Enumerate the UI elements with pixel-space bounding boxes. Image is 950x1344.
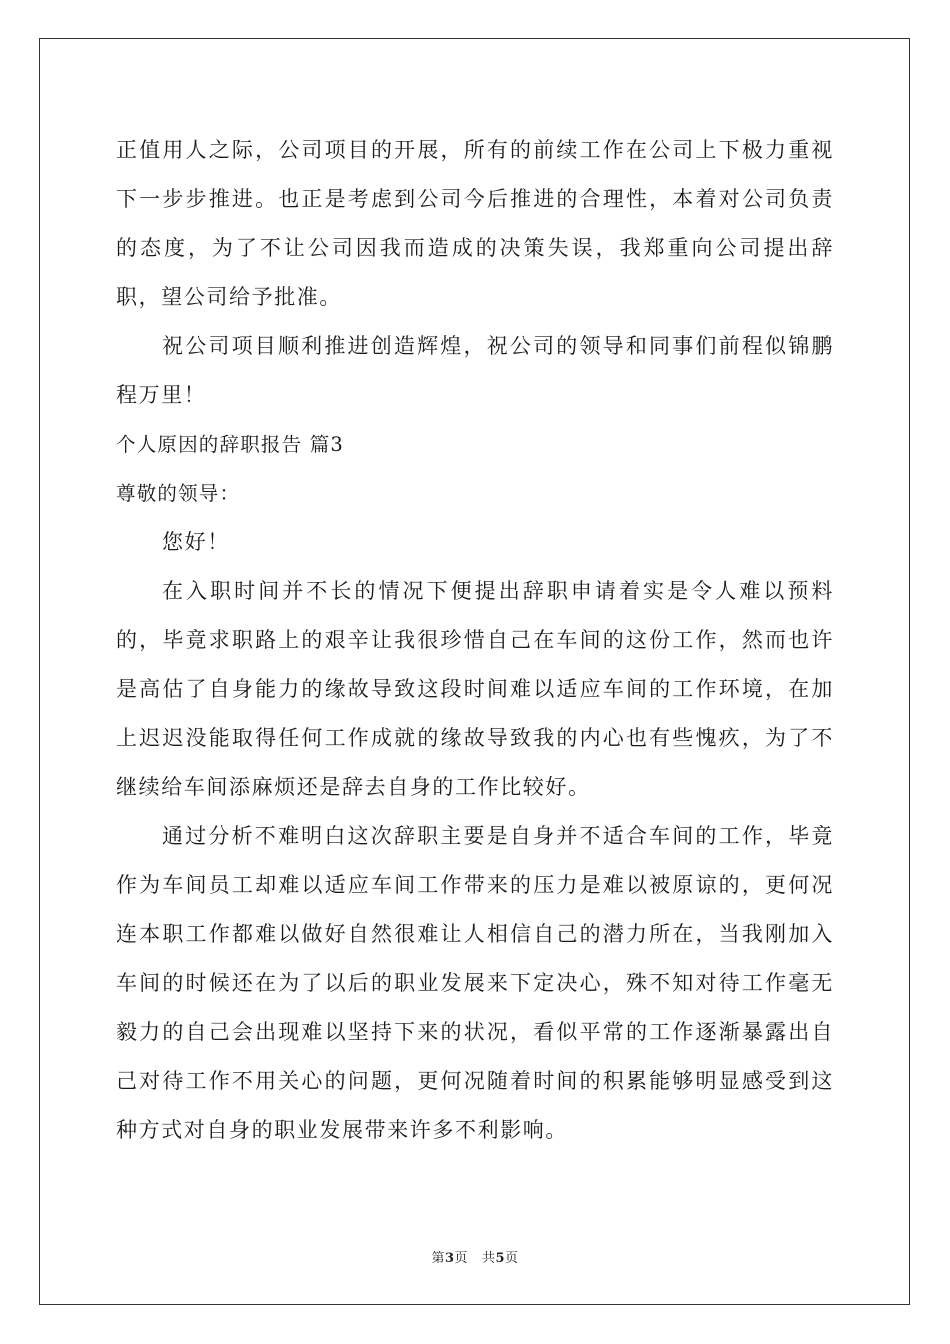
total-prefix: 共 bbox=[481, 1251, 496, 1266]
salutation: 尊敬的领导： bbox=[116, 482, 241, 505]
page-footer bbox=[0, 1247, 950, 1266]
greeting: 您好！ bbox=[162, 530, 230, 554]
page-suffix: 页 bbox=[454, 1251, 469, 1266]
paragraph-continued: 正值用人之际，公司项目的开展，所有的前续工作在公司上下极力重视下一步步推进。也正是考虑到公司今后推进的合理性，本着对公司负责的态度，为了不让公司因我而造成的决策失误，我郑重向公司提出辞职，望公司给予批准。 bbox=[116, 138, 834, 309]
section-heading: 个人原因的辞职报告 篇3 bbox=[116, 433, 345, 456]
paragraph-wishes: 祝公司项目顺利推进创造辉煌，祝公司的领导和同事们前程似锦鹏程万里！ bbox=[116, 334, 834, 407]
total-pages: 5 bbox=[495, 1251, 506, 1266]
page-number: 3 bbox=[444, 1251, 455, 1266]
document-body bbox=[116, 126, 834, 1155]
total-suffix: 页 bbox=[505, 1251, 519, 1266]
page-prefix: 第 bbox=[431, 1251, 445, 1266]
paragraph-body-2: 通过分析不难明白这次辞职主要是自身并不适合车间的工作，毕竟作为车间员工却难以适应车间工作带来的压力是难以被原谅的，更何况连本职工作都难以做好自然很难让人相信自己的潜力所在，当我刚加入车间的时候还在为了以后的职业发展来下定决心，殊不知对待工作毫无毅力的自己会出现难以坚持下来的状况，看似平常的工作逐渐暴露出自己对待工作不用关心的问题，更何况随着时间的积累能够明显感受到这种方式对自身的职业发展带来许多不利影响。 bbox=[116, 824, 834, 1142]
paragraph-body-1: 在入职时间并不长的情况下便提出辞职申请着实是令人难以预料的，毕竟求职路上的艰辛让我很珍惜自己在车间的这份工作，然而也许是高估了自身能力的缘故导致这段时间难以适应车间的工作环境，在加上迟迟没能取得任何工作成就的缘故导致我的内心也有些愧疚，为了不继续给车间添麻烦还是辞去自身的工作比较好。 bbox=[116, 579, 834, 799]
